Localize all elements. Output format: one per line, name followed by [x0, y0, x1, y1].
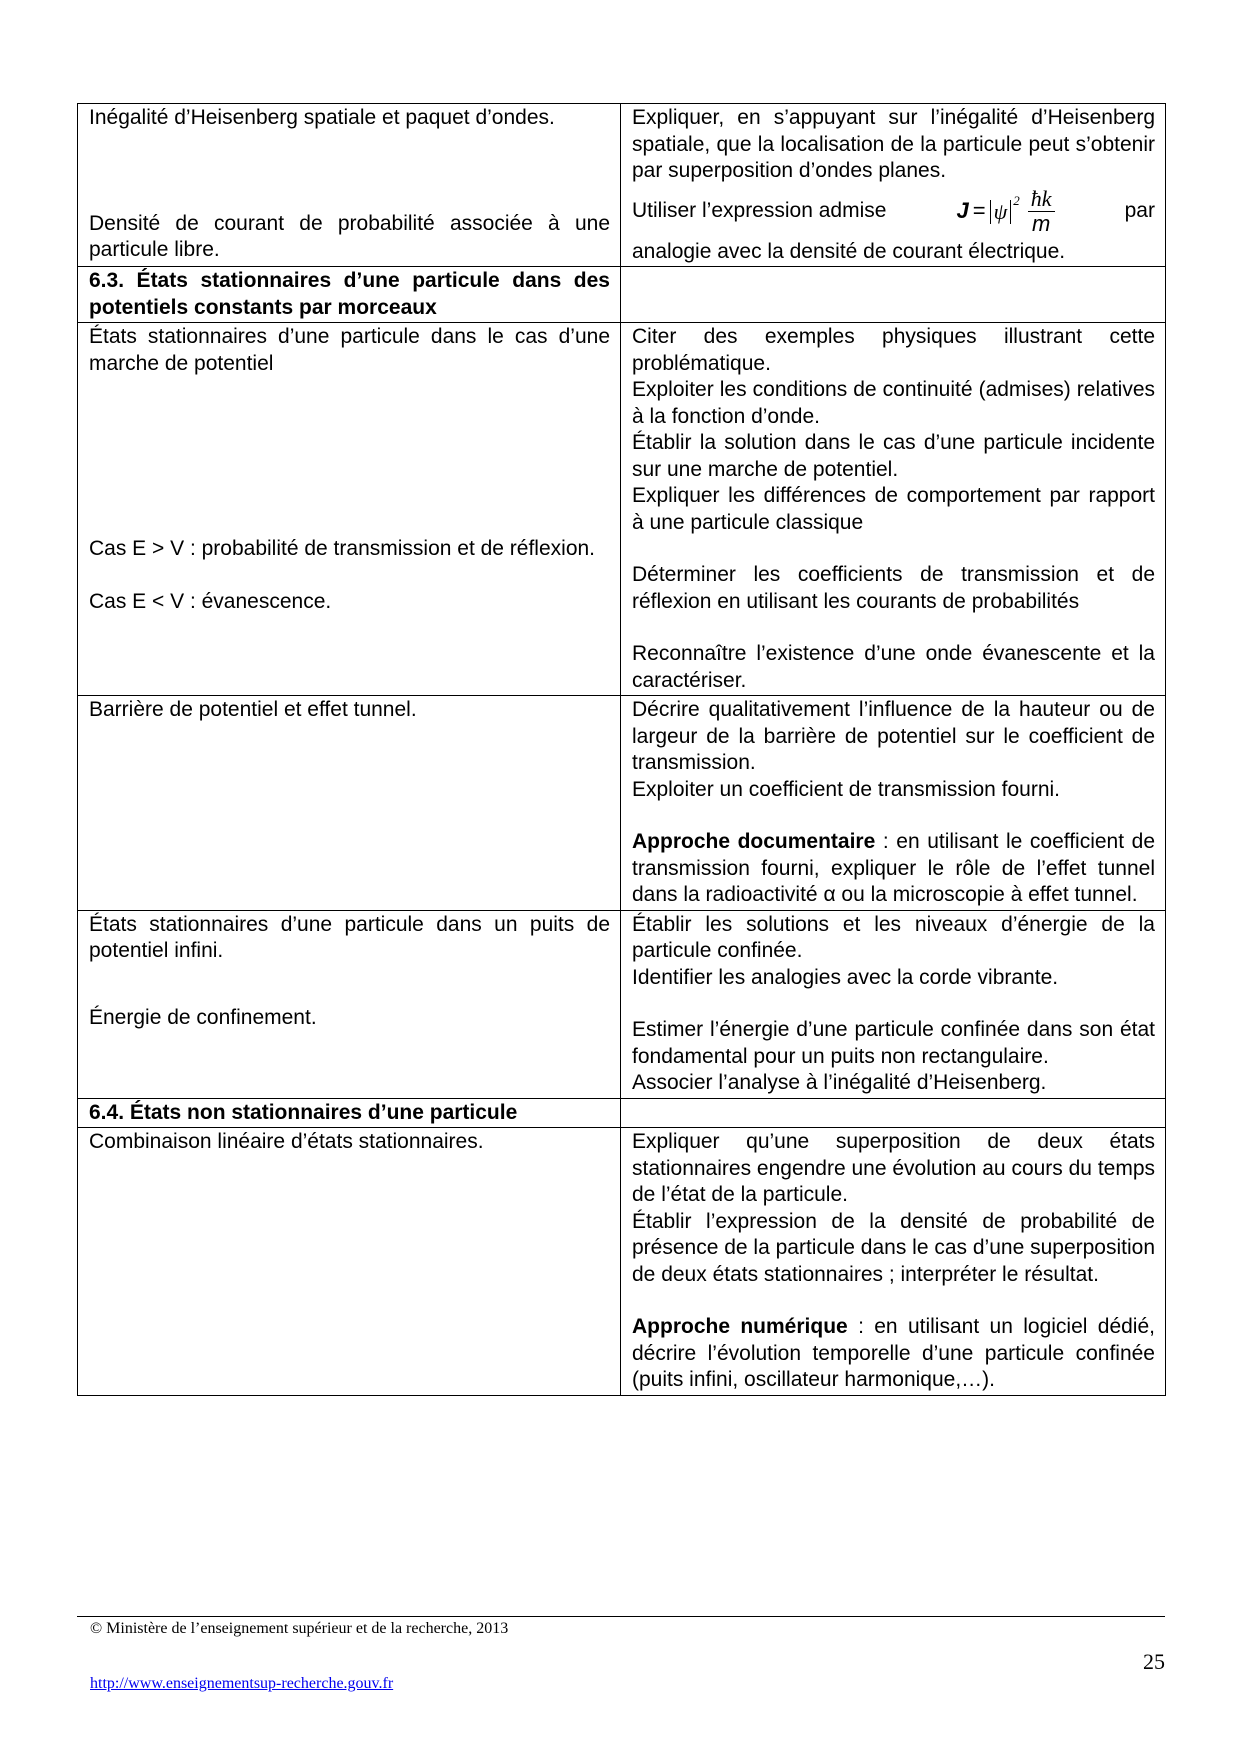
capacity-text: Estimer l’énergie d’une particule confinée dans son état fondamental pour un puits non rectangulaire.: [632, 1018, 1155, 1068]
notion-cell: [78, 104, 621, 267]
formula-equals: =: [972, 198, 986, 224]
notion-text: États stationnaires d’une particule dans un puits de potentiel infini.: [89, 912, 610, 962]
formula-numerator: ħk: [1028, 187, 1055, 212]
formula-exponent: 2: [1013, 193, 1020, 209]
footer-divider: [77, 1616, 1165, 1617]
table-row: [78, 104, 1166, 267]
page-number: 25: [1143, 1649, 1165, 1674]
approach-text: : en utilisant le coefficient de transmission fourni, expliquer le rôle de l’effet tunnel dans la radioactivité α ou la microscopie à effet tunnel.: [632, 830, 1155, 906]
capacity-cell: [621, 323, 1166, 696]
capacity-text: Déterminer les coefficients de transmission et de réflexion en utilisant les courants de probabilités: [632, 563, 1155, 613]
notion-text: Combinaison linéaire d’états stationnaires.: [89, 1130, 484, 1153]
formula-psi: ψ: [990, 200, 1012, 224]
capacity-cell: [621, 104, 1166, 267]
capacity-text: Établir la solution dans le cas d’une particule incidente sur une marche de potentiel.: [632, 431, 1155, 481]
notion-cell: [78, 1128, 621, 1396]
approach-label: Approche documentaire: [632, 830, 876, 853]
formula-line: [632, 185, 1155, 239]
table-row: [78, 1128, 1166, 1396]
capacity-text: [632, 829, 1155, 909]
formula-fraction: [1028, 187, 1055, 236]
notion-cell: [78, 910, 621, 1098]
notion-text: Cas E < V : évanescence.: [89, 589, 332, 613]
section-row: [78, 1098, 1166, 1128]
notion-text: États stationnaires d’une particule dans le cas d’une marche de potentiel: [89, 325, 610, 375]
approach-label: Approche numérique: [632, 1315, 848, 1338]
approach-text: : en utilisant un logiciel dédié, décrire l’évolution temporelle d’une particule confinée (puits infini, oscillateur harmonique,…).: [632, 1315, 1155, 1391]
notion-cell: [78, 323, 621, 696]
capacity-cell: [621, 1128, 1166, 1396]
formula-denominator: m: [1032, 211, 1051, 236]
section-title: 6.4. États non stationnaires d’une particule: [78, 1098, 621, 1128]
capacity-cell: [621, 696, 1166, 911]
section-title: 6.3. États stationnaires d’une particule dans des potentiels constants par morceaux: [78, 267, 621, 323]
capacity-text: Utiliser l’expression admise: [632, 199, 887, 223]
capacity-text: Exploiter les conditions de continuité (admises) relatives à la fonction d’onde.: [632, 378, 1155, 428]
notion-text: Barrière de potentiel et effet tunnel.: [89, 698, 417, 721]
curriculum-table: [77, 103, 1166, 1396]
empty-cell: [621, 267, 1166, 323]
empty-cell: [621, 1098, 1166, 1128]
capacity-text: Exploiter un coefficient de transmission fourni.: [632, 777, 1060, 801]
capacity-text: Reconnaître l’existence d’une onde évanescente et la caractériser.: [632, 642, 1155, 692]
notion-text: Cas E > V : probabilité de transmission et de réflexion.: [89, 537, 596, 560]
table-row: [78, 696, 1166, 911]
capacity-text: analogie avec la densité de courant électrique.: [632, 239, 1066, 263]
table-row: [78, 323, 1166, 696]
capacity-text: par: [1124, 199, 1155, 223]
capacity-text: Établir l’expression de la densité de probabilité de présence de la particule dans le cas d’une superposition de deux états stationnaires ; interpréter le résultat.: [632, 1209, 1156, 1286]
capacity-text: Citer des exemples physiques illustrant cette problématique.: [632, 325, 1155, 375]
capacity-text: Identifier les analogies avec la corde vibrante.: [632, 965, 1059, 989]
footer-link[interactable]: http://www.enseignementsup-recherche.gouv.fr: [90, 1675, 394, 1692]
capacity-text: Expliquer qu’une superposition de deux états stationnaires engendre une évolution au cours du temps de l’état de la particule.: [632, 1130, 1156, 1206]
notion-text: Densité de courant de probabilité associée à une particule libre.: [89, 211, 610, 261]
section-row: [78, 267, 1166, 323]
formula-lhs: J: [956, 198, 969, 224]
notion-text: Inégalité d’Heisenberg spatiale et paquet d’ondes.: [89, 106, 555, 129]
notion-cell: [78, 696, 621, 911]
capacity-text: Décrire qualitativement l’influence de la hauteur ou de largeur de la barrière de potentiel sur le coefficient de transmission.: [632, 698, 1155, 774]
table-row: [78, 910, 1166, 1098]
footer-copyright: © Ministère de l’enseignement supérieur et de la recherche, 2013: [90, 1620, 509, 1637]
capacity-text: Établir les solutions et les niveaux d’énergie de la particule confinée.: [632, 912, 1155, 962]
capacity-text: Expliquer les différences de comportement par rapport à une particule classique: [632, 484, 1155, 534]
capacity-cell: [621, 910, 1166, 1098]
notion-text: Énergie de confinement.: [89, 1005, 317, 1029]
capacity-text: [632, 1314, 1155, 1394]
current-density-formula: [957, 187, 1055, 236]
capacity-text: Associer l’analyse à l’inégalité d’Heisenberg.: [632, 1071, 1047, 1094]
capacity-text: Expliquer, en s’appuyant sur l’inégalité d’Heisenberg spatiale, que la localisation de la particule peut s’obtenir par superposition d’ondes planes.: [632, 106, 1155, 182]
